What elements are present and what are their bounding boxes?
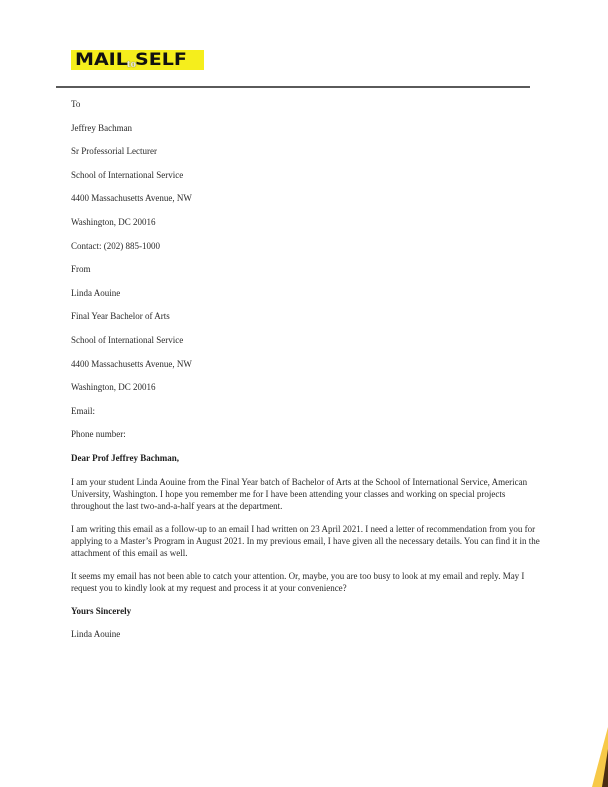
- logo-word-self: SELF: [135, 50, 187, 70]
- logo-text: [75, 51, 187, 72]
- letter-body: [71, 98, 546, 652]
- recipient-address: 4400 Massachusetts Avenue, NW: [71, 193, 192, 204]
- recipient-city: Washington, DC 20016: [71, 216, 156, 227]
- body-paragraph-1: I am your student Linda Aouine from the Final Year batch of Bachelor of Arts at the School of International Service, American University, Washington. I hope you remember me for I have been attending your classes and working on special projects throughout the last two-and-a-half years at the department.: [71, 476, 528, 511]
- logo-word-to: to: [126, 59, 137, 70]
- recipient-name: Jeffrey Bachman: [71, 122, 133, 133]
- recipient-contact: Contact: (202) 885-1000: [71, 240, 160, 251]
- sender-address: 4400 Massachusetts Avenue, NW: [71, 358, 192, 369]
- body-paragraph-2: I am writing this email as a follow-up to an email I had written on 23 April 2021. I need a letter of recommendation from you for applying to a Master’s Program in August 2021. In my previous email, I have given all the necessary details. You can find it in the attachment of this email as well.: [71, 523, 540, 558]
- mailtoself-logo: [71, 50, 204, 70]
- logo-word-mail: MAIL: [75, 50, 128, 70]
- sender-phone-label: Phone number:: [71, 429, 126, 440]
- sender-school: School of International Service: [71, 334, 184, 345]
- recipient-title: Sr Professorial Lecturer: [71, 146, 157, 157]
- salutation: Dear Prof Jeffrey Bachman,: [71, 452, 179, 463]
- sender-email-label: Email:: [71, 405, 95, 416]
- sender-name: Linda Aouine: [71, 287, 121, 298]
- signature: Linda Aouine: [71, 629, 121, 640]
- recipient-heading: To: [71, 99, 81, 109]
- body-paragraph-3: It seems my email has not been able to catch your attention. Or, maybe, you are too busy to look at my email and reply. May I request you to kindly look at my request and process it at your convenience?: [71, 570, 525, 593]
- recipient-school: School of International Service: [71, 169, 184, 180]
- sender-title: Final Year Bachelor of Arts: [71, 311, 170, 322]
- closing: Yours Sincerely: [71, 605, 132, 616]
- sender-heading: From: [71, 264, 91, 275]
- header-divider: [56, 86, 530, 88]
- corner-decoration: [578, 727, 608, 787]
- sender-city: Washington, DC 20016: [71, 382, 156, 393]
